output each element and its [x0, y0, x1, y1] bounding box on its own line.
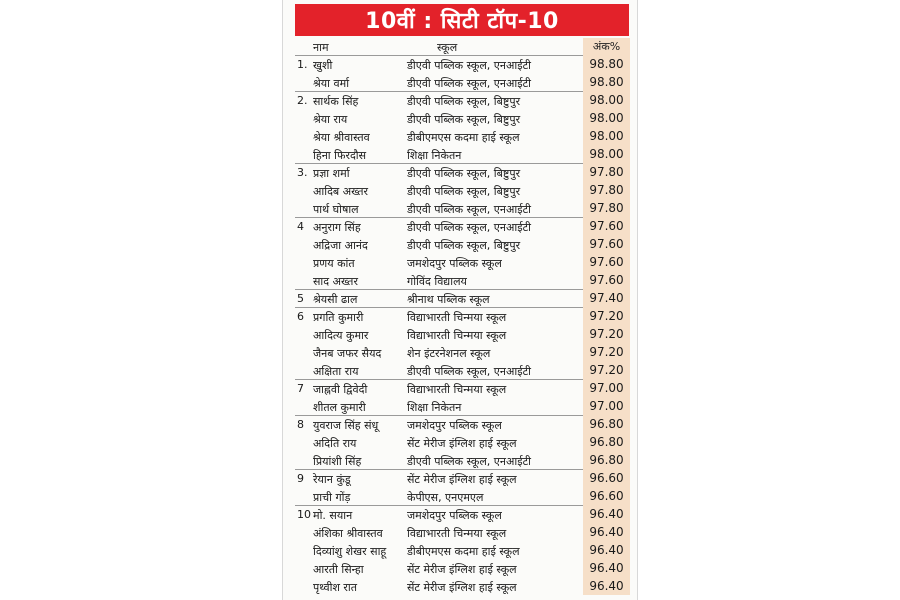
marks-percent: 98.00: [583, 145, 630, 163]
table-row: [295, 343, 631, 361]
school-name: विद्याभारती चिन्मया स्कूल: [407, 527, 507, 540]
marks-percent: 97.20: [583, 307, 630, 325]
table-row: [295, 163, 631, 181]
table-row: [295, 73, 631, 91]
table-row: [295, 253, 631, 271]
school-name: डीएवी पब्लिक स्कूल, एनआईटी: [407, 77, 531, 90]
marks-percent: 97.00: [583, 379, 630, 397]
table-header: [295, 38, 631, 55]
marks-percent: 97.80: [583, 181, 630, 199]
results-table: [295, 38, 631, 595]
student-name: आदिब अख्तर: [313, 185, 369, 198]
school-name: डीएवी पब्लिक स्कूल, एनआईटी: [407, 203, 531, 216]
marks-percent: 98.80: [583, 55, 630, 73]
school-name: विद्याभारती चिन्मया स्कूल: [407, 383, 507, 396]
school-name: सेंट मेरीज इंग्लिश हाई स्कूल: [407, 473, 517, 486]
table-row: [295, 523, 631, 541]
school-name: शिक्षा निकेतन: [407, 149, 462, 162]
marks-percent: 98.80: [583, 73, 630, 91]
table-row: [295, 559, 631, 577]
school-name: सेंट मेरीज इंग्लिश हाई स्कूल: [407, 581, 517, 594]
school-name: सेंट मेरीज इंग्लिश हाई स्कूल: [407, 563, 517, 576]
school-name: जमशेदपुर पब्लिक स्कूल: [407, 509, 502, 522]
student-name: आरती सिन्हा: [313, 563, 364, 576]
student-name: श्रेया वर्मा: [313, 77, 350, 90]
marks-percent: 98.00: [583, 91, 630, 109]
table-row: [295, 487, 631, 505]
marks-percent: 97.40: [583, 289, 630, 307]
table-row: [295, 145, 631, 163]
marks-percent: 96.60: [583, 487, 630, 505]
table-row: [295, 361, 631, 379]
marks-percent: 96.80: [583, 415, 630, 433]
student-name: श्रेया राय: [313, 113, 348, 126]
student-name: अनुराग सिंह: [313, 221, 361, 234]
student-name: अदिति राय: [313, 437, 357, 450]
marks-percent: 96.40: [583, 505, 630, 523]
news-clipping: [282, 0, 638, 600]
school-name: डीबीएमएस कदमा हाई स्कूल: [407, 131, 520, 144]
table-row: [295, 325, 631, 343]
student-name: प्रणय कांत: [313, 257, 355, 270]
student-name: खुशी: [313, 59, 333, 72]
student-name: श्रेयसी ढाल: [313, 293, 358, 306]
student-name: अक्षिता राय: [313, 365, 359, 378]
student-name: जैनब जफर सैयद: [313, 347, 382, 360]
school-name: शिक्षा निकेतन: [407, 401, 462, 414]
table-row: [295, 55, 631, 73]
marks-percent: 96.40: [583, 559, 630, 577]
student-name: दिव्यांशु शेखर साहू: [313, 545, 387, 558]
marks-percent: 97.80: [583, 163, 630, 181]
table-row: [295, 451, 631, 469]
school-name: डीएवी पब्लिक स्कूल, बिष्टुपुर: [407, 167, 521, 180]
marks-percent: 96.80: [583, 451, 630, 469]
student-name: प्रगति कुमारी: [313, 311, 364, 324]
school-name: शेन इंटरनेशनल स्कूल: [407, 347, 491, 360]
rank-number: 3.: [297, 166, 308, 179]
table-row: [295, 433, 631, 451]
marks-percent: 97.60: [583, 271, 630, 289]
table-row: [295, 289, 631, 307]
table-row: [295, 577, 631, 595]
rank-number: 4: [297, 220, 304, 233]
header-name: नाम: [313, 41, 329, 54]
school-name: डीबीएमएस कदमा हाई स्कूल: [407, 545, 520, 558]
marks-percent: 97.60: [583, 253, 630, 271]
student-name: पृथ्वीश रात: [313, 581, 358, 594]
table-row: [295, 307, 631, 325]
marks-percent: 96.40: [583, 541, 630, 559]
school-name: विद्याभारती चिन्मया स्कूल: [407, 329, 507, 342]
table-row: [295, 541, 631, 559]
table-row: [295, 415, 631, 433]
school-name: डीएवी पब्लिक स्कूल, बिष्टुपुर: [407, 113, 521, 126]
school-name: डीएवी पब्लिक स्कूल, एनआईटी: [407, 455, 531, 468]
header-marks: अंक%: [583, 38, 630, 55]
table-row: [295, 397, 631, 415]
rank-number: 2.: [297, 94, 308, 107]
student-name: रेयान कुंडू: [313, 473, 351, 486]
rank-number: 6: [297, 310, 304, 323]
marks-percent: 97.60: [583, 217, 630, 235]
table-row: [295, 469, 631, 487]
marks-percent: 97.60: [583, 235, 630, 253]
student-name: प्रियांशी सिंह: [313, 455, 362, 468]
table-row: [295, 109, 631, 127]
marks-percent: 96.80: [583, 433, 630, 451]
table-row: [295, 127, 631, 145]
student-name: प्रज्ञा शर्मा: [313, 167, 350, 180]
marks-percent: 97.80: [583, 199, 630, 217]
student-name: सार्थक सिंह: [313, 95, 359, 108]
marks-percent: 96.60: [583, 469, 630, 487]
student-name: हिना फिरदौस: [313, 149, 367, 162]
marks-percent: 98.00: [583, 127, 630, 145]
student-name: युवराज सिंह संधू: [313, 419, 379, 432]
student-name: शीतल कुमारी: [313, 401, 366, 414]
school-name: डीएवी पब्लिक स्कूल, बिष्टुपुर: [407, 185, 521, 198]
rank-number: 1.: [297, 58, 308, 71]
marks-percent: 96.40: [583, 523, 630, 541]
table-row: [295, 379, 631, 397]
school-name: गोविंद विद्यालय: [407, 275, 467, 288]
rank-number: 5: [297, 292, 304, 305]
school-name: डीएवी पब्लिक स्कूल, एनआईटी: [407, 59, 531, 72]
table-row: [295, 505, 631, 523]
header-school: स्कूल: [437, 41, 458, 54]
marks-percent: 96.40: [583, 577, 630, 595]
student-name: साद अख्तर: [313, 275, 358, 288]
school-name: जमशेदपुर पब्लिक स्कूल: [407, 257, 502, 270]
marks-percent: 97.20: [583, 343, 630, 361]
rank-number: 8: [297, 418, 304, 431]
marks-percent: 97.20: [583, 361, 630, 379]
table-row: [295, 235, 631, 253]
table-row: [295, 91, 631, 109]
school-name: श्रीनाथ पब्लिक स्कूल: [407, 293, 490, 306]
school-name: डीएवी पब्लिक स्कूल, एनआईटी: [407, 365, 531, 378]
table-body: [295, 55, 631, 595]
school-name: सेंट मेरीज इंग्लिश हाई स्कूल: [407, 437, 517, 450]
student-name: अद्रिजा आनंद: [313, 239, 368, 252]
banner-title: 10वीं : सिटी टॉप-10: [295, 4, 629, 36]
student-name: मो. सयान: [313, 509, 353, 522]
rank-number: 10: [297, 508, 311, 521]
table-row: [295, 181, 631, 199]
school-name: डीएवी पब्लिक स्कूल, बिष्टुपुर: [407, 239, 521, 252]
school-name: डीएवी पब्लिक स्कूल, बिष्टुपुर: [407, 95, 521, 108]
student-name: पार्थ घोषाल: [313, 203, 359, 216]
student-name: आदित्य कुमार: [313, 329, 369, 342]
school-name: जमशेदपुर पब्लिक स्कूल: [407, 419, 502, 432]
table-row: [295, 271, 631, 289]
school-name: विद्याभारती चिन्मया स्कूल: [407, 311, 507, 324]
table-row: [295, 217, 631, 235]
school-name: डीएवी पब्लिक स्कूल, एनआईटी: [407, 221, 531, 234]
table-row: [295, 199, 631, 217]
rank-number: 7: [297, 382, 304, 395]
marks-percent: 97.20: [583, 325, 630, 343]
student-name: प्राची गोंड़: [313, 491, 351, 504]
school-name: केपीएस, एनएमएल: [407, 491, 484, 504]
marks-percent: 97.00: [583, 397, 630, 415]
student-name: जाह्नवी द्विवेदी: [313, 383, 368, 396]
marks-percent: 98.00: [583, 109, 630, 127]
student-name: अंशिका श्रीवास्तव: [313, 527, 383, 540]
student-name: श्रेया श्रीवास्तव: [313, 131, 370, 144]
rank-number: 9: [297, 472, 304, 485]
